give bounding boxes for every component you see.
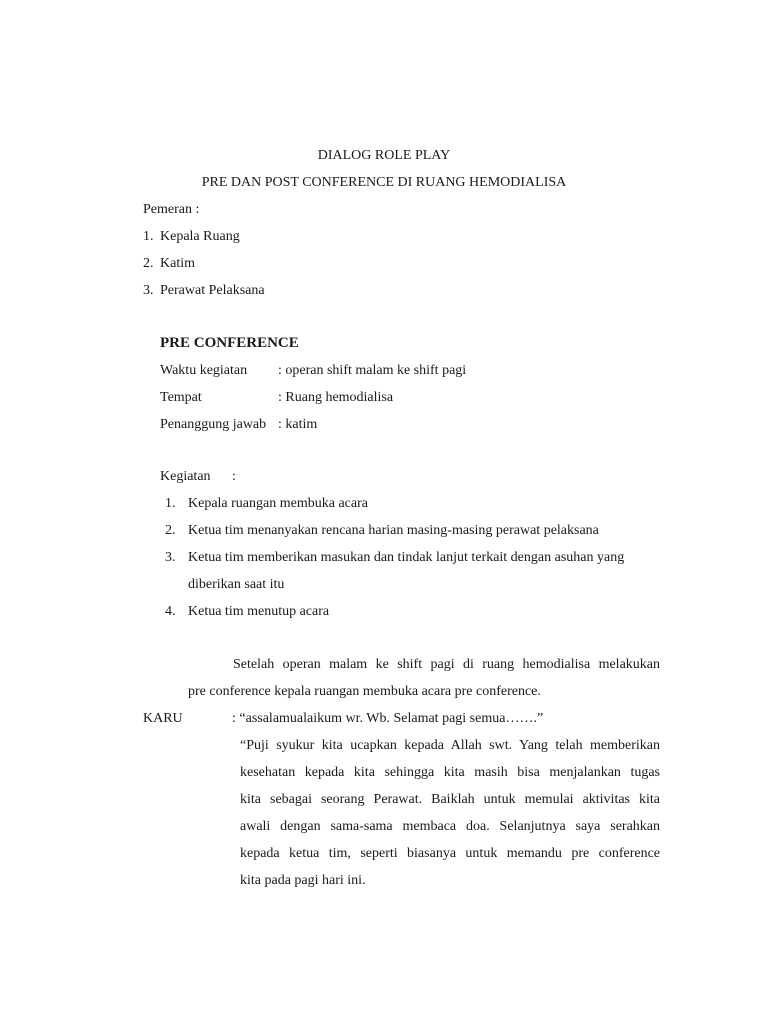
list-item-number: 1. bbox=[143, 229, 154, 244]
list-item-number: 2. bbox=[143, 256, 154, 271]
info-value: : katim bbox=[278, 417, 318, 432]
info-label: Waktu kegiatan bbox=[160, 363, 248, 378]
dialog-first-line: : “assalamualaikum wr. Wb. Selamat pagi semua…….” bbox=[232, 711, 544, 726]
info-label: Tempat bbox=[160, 390, 202, 405]
narrative-line: Setelah operan malam ke shift pagi di ruang hemodialisa melakukan bbox=[233, 657, 660, 672]
list-item-number: 1. bbox=[165, 496, 176, 511]
list-item: Perawat Pelaksana bbox=[160, 283, 265, 298]
speech-line: kita sebagai seorang Perawat. Baiklah untuk memulai aktivitas kita bbox=[240, 792, 660, 807]
speech-line: kepada ketua tim, seperti biasanya untuk memandu pre conference bbox=[240, 846, 660, 861]
list-item-number: 3. bbox=[143, 283, 154, 298]
list-item-number: 3. bbox=[165, 550, 176, 565]
list-item: Ketua tim menanyakan rencana harian masing-masing perawat pelaksana bbox=[188, 523, 599, 538]
narrative-line: pre conference kepala ruangan membuka acara pre conference. bbox=[188, 684, 541, 699]
list-item: Kepala Ruang bbox=[160, 229, 240, 244]
document-title: DIALOG ROLE PLAY bbox=[317, 148, 451, 163]
kegiatan-label: Kegiatan bbox=[160, 469, 211, 484]
speech-line: awali dengan sama-sama membaca doa. Selanjutnya saya serahkan bbox=[240, 819, 660, 834]
list-item-number: 4. bbox=[165, 604, 176, 619]
list-item: Kepala ruangan membuka acara bbox=[188, 496, 368, 511]
speech-line: kita pada pagi hari ini. bbox=[240, 873, 366, 888]
speech-line: kesehatan kepada kita sehingga kita masih bisa menjalankan tugas bbox=[240, 765, 660, 780]
list-item: Katim bbox=[160, 256, 195, 271]
section-heading: PRE CONFERENCE bbox=[160, 335, 299, 351]
list-item-continuation: diberikan saat itu bbox=[188, 577, 285, 592]
list-item: Ketua tim memberikan masukan dan tindak lanjut terkait dengan asuhan yang bbox=[188, 550, 625, 565]
info-value: : operan shift malam ke shift pagi bbox=[278, 363, 467, 378]
speech-line: “Puji syukur kita ucapkan kepada Allah swt. Yang telah memberikan bbox=[240, 738, 660, 753]
info-value: : Ruang hemodialisa bbox=[278, 390, 394, 405]
pemeran-label: Pemeran : bbox=[143, 202, 200, 217]
document-subtitle: PRE DAN POST CONFERENCE DI RUANG HEMODIALISA bbox=[201, 175, 567, 190]
list-item-number: 2. bbox=[165, 523, 176, 538]
list-item: Ketua tim menutup acara bbox=[188, 604, 330, 619]
info-label: Penanggung jawab bbox=[160, 417, 267, 432]
kegiatan-colon: : bbox=[232, 469, 236, 484]
speaker-label: KARU bbox=[143, 711, 183, 726]
